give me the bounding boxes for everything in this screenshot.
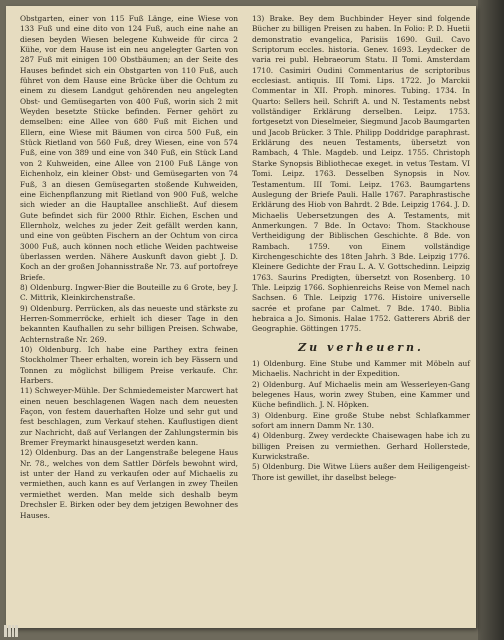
- section-heading: Zu verheuern.: [298, 340, 424, 354]
- book-edge: [478, 0, 504, 640]
- ad-paragraph: 4) Oldenburg. Zwey verdeckte Chaisewagen habe ich zu billigen Preisen zu vermiethen. Gerhard Hollerstede, Kurwickstraße.: [252, 431, 470, 462]
- ad-paragraph: 10) Oldenburg. Ich habe eine Parthey extra feinen Stockholmer Theer erhalten, worein ich bey Fässern und Tonnen zu möglichst billigem Preise verkaufe. Chr. Harbers.: [20, 345, 238, 386]
- ad-paragraph: 13) Brake. Bey dem Buchbinder Heyer sind folgende Bücher zu billigen Preisen zu haben. In Folio: P. D. Huetii demonstratio evangelica, Parisiis 1690. Guil. Cavo Scriptorum eccles. historia. Genev. 1693. Leydecker de varia rei publ. Hebraeorum Statu. II Tomi. Amsterdam 1710. Casimiri Oudini Commentarius de scriptoribus ecclesiast. antiquis. III Tomi. Lips. 1722. Jo Marckii Commentar in XII. Proph. minores. Tubing. 1734. In Quarto: Sellers heil. Schrift A. und N. Testaments nebst vollständiger Erklärung derselben. Leipz. 1753. fortgesetzt von Dieselmeier, Siegmund Jacob Baumgarten und Jacob Brücker. 3 Thle. Philipp Doddridge paraphrast. Erklärung des neuen Testaments, übersetzt von Rambach, 4 Thle. Magdeb. und Leipz. 1755. Christoph Starke Synopsis Bibliothecae exeget. in vetus Testam. VI Tomi. Leipz. 1763. Desselben Synopsis in Nov. Testamentum. III Tomi. Leipz. 1763. Baumgartens Auslegung der Briefe Pauli. Halle 1767. Paraphrastische Erklärung des Hiob von Bahrdt. 2 Bde. Leipzig 1764. J. D. Michaelis Uebersetzungen des A. Testaments, mit Anmerkungen. 7 Bde. In Octavo: Thom. Stackhouse Vertheidigung der Biblischen Geschichte. 8 Bde. von Rambach. 1759. von Einem vollständige Kirchengeschichte des 18ten Jahrh. 3 Bde. Leipzig 1776. Kleinere Gedichte der Frau L. A. V. Gottschedinn. Leipzig 1763. Saurins Predigten, übersetzt von Rosenberg. 10 Thle. Leipzig 1766. Sophienreichs Reise von Memel nach Sachsen. 6 Thle. Leipzig 1776. Histoire universelle sacrée et profane par Calmet. 7 Bde. 1740. Biblia hebraica a Jo. Simonis. Halae 1752. Gatterers Abriß der Geographie. Göttingen 1775.: [252, 14, 470, 334]
- ad-paragraph: 8) Oldenburg. Ingwer-Bier die Bouteille zu 6 Grote, bey J. C. Mittrik, Kleinkirchenstraße.: [20, 282, 238, 303]
- library-logo-icon: [4, 625, 18, 637]
- ad-paragraph: Obstgarten, einer von 115 Fuß Länge, eine Wiese von 133 Fuß und eine dito von 124 Fuß, auch eine nahe an diesen beyden Wiesen belegene Kuhweide für circa 2 Kühe, vor dem Hause ist ein neu angelegter Garten von 287 Fuß mit einigen 100 Obstbäumen; an der Seite des Hauses befindet sich ein Obstgarten von 110 Fuß, auch führet von dem Hause eine Brücke über die Ochtum zu einem zu diesem Landgut gehörenden neu angelegten Obst- und Gemüsegarten von 400 Fuß, worin sich 2 mit Weyden besetzte Stücke befinden. Ferner gehört zu demselben: eine Allee von 680 Fuß mit Eichen und Ellern, eine Wiese mit Bäumen von circa 500 Fuß, ein Stück Rietland von 560 Fuß, drey Wiesen, eine von 574 Fuß, eine von 389 und eine von 340 Fuß, ein Stück Land von 2 Kuhweiden, eine Allee von 2100 Fuß Länge von Eichenholz, ein kleiner Obst- und Gemüsegarten von 74 Fuß, 3 an diesen Gemüsegarten stoßende Kuhweiden, eine Eichenpflanzung mit Rietland von 900 Fuß, welche sich wieder an die Hauptallee anschließt. Auf diesem Gute befindet sich für 2000 Rthlr. Eichen, Eschen und Ellernholz, welches zu jeder Zeit gefällt werden kann, und eine von geübten Fischern an der Ochtum von circa 3000 Fuß, auch können noch etliche Weiden pachtweise überlassen werden. Nähere Auskunft davon giebt J. D. Koch an der großen Johannisstraße Nr. 73. auf portofreye Briefe.: [20, 14, 238, 282]
- ad-paragraph: 9) Oldenburg. Perrücken, als das neueste und stärkste zu Herren-Sommerröcke, erhielt ich dieser Tage in den bekannten Kaufhallen zu sehr billigen Preisen. Schwabe, Achternstraße Nr. 269.: [20, 303, 238, 344]
- right-column: [252, 14, 470, 483]
- ad-paragraph: 3) Oldenburg. Eine große Stube nebst Schlafkammer sofort am innern Damm Nr. 130.: [252, 410, 470, 431]
- ad-paragraph: 2) Oldenburg. Auf Michaelis mein am Wesserleyen-Gang belegenes Haus, worin zwey Stuben, eine Kammer und Küche befindlich. J. N. Höpken.: [252, 379, 470, 410]
- ad-paragraph: 1) Oldenburg. Eine Stube und Kammer mit Möbeln auf Michaelis. Nachricht in der Expedition.: [252, 359, 470, 379]
- left-column: [20, 14, 238, 521]
- ad-paragraph: 5) Oldenburg. Die Witwe Lüers außer dem Heiligengeist-Thore ist gewillet, ihr daselbst belege-: [252, 462, 470, 482]
- newspaper-page: [6, 6, 476, 628]
- ad-paragraph: 12) Oldenburg. Das an der Langenstraße belegene Haus Nr. 78., welches von dem Sattler Dörfels bewohnt wird, ist unter der Hand zu verkaufen oder auf Michaelis zu vermiethen, auch kann es auf Verlangen in zwey Theilen vermiethet werden. Man melde sich deshalb beym Drechsler E. Birken oder bey dem jetzigen Bewohner des Hauses.: [20, 448, 238, 520]
- library-logo: [4, 624, 72, 638]
- ad-paragraph: 11) Schweyer-Mühle. Der Schmiedemeister Marcwert hat einen neuen beschlagenen Wagen nach dem neuesten Façon, von festem dauerhaften Holze und sehr gut und fest beschlagen, zum Verkauf stehen. Kauflustigen dient zur Nachricht, daß auf Verlangen der Zahlungstermin bis Bremer Freymarkt hinausgesetzt werden kann.: [20, 386, 238, 448]
